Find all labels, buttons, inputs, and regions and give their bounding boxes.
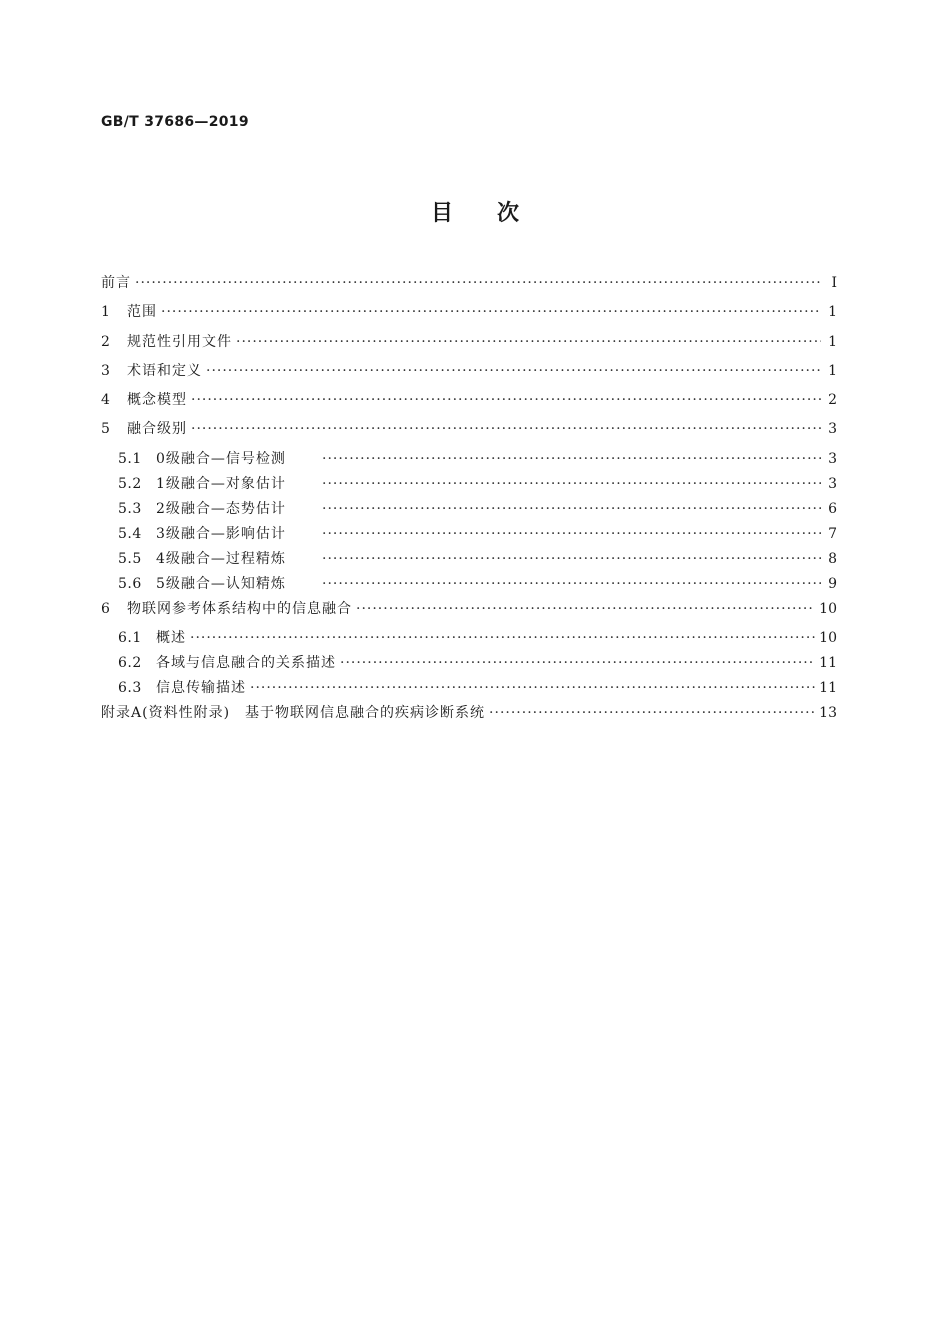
- toc-entry-page: 7: [828, 525, 837, 542]
- toc-entry-number: 5.4: [118, 525, 142, 542]
- toc-entry-page: 10: [819, 630, 837, 647]
- toc-entry-number: 5.1: [118, 450, 142, 467]
- dot-leader: [322, 551, 821, 567]
- dot-leader: [191, 392, 821, 408]
- toc-entry-page: 1: [828, 333, 837, 350]
- toc-entry-number: 6.1: [118, 630, 142, 647]
- dot-leader: [322, 576, 821, 592]
- toc-entry-page: 1: [828, 362, 837, 379]
- toc-entry-5[interactable]: [101, 418, 837, 447]
- toc-entry-number: 6: [101, 600, 111, 617]
- toc-entry-page: 2: [828, 392, 837, 409]
- toc-entry-5-2[interactable]: [101, 473, 837, 498]
- toc-entry-text: 范围: [127, 304, 157, 321]
- toc-entry-number: 5.6: [118, 575, 142, 592]
- dot-leader: [161, 304, 821, 320]
- standard-code: GB/T 37686—2019: [101, 114, 249, 130]
- toc-entry-6[interactable]: [101, 598, 837, 627]
- toc-entry-page: Ⅰ: [831, 275, 837, 291]
- toc-entry-5-3[interactable]: [101, 498, 837, 523]
- toc-entry-text: 信息传输描述: [156, 680, 246, 697]
- toc-entry-5-1[interactable]: [101, 448, 837, 473]
- toc-entry-page: 3: [828, 421, 837, 438]
- table-of-contents: [101, 272, 837, 731]
- toc-entry-text: 0级融合—信号检测: [156, 450, 286, 467]
- toc-entry-page: 9: [828, 575, 837, 592]
- dot-leader: [356, 601, 815, 617]
- toc-entry-number: 6.2: [118, 655, 142, 672]
- toc-entry-text: 3级融合—影响估计: [156, 525, 286, 542]
- toc-entry-1[interactable]: [101, 301, 837, 330]
- toc-entry-number: 6.3: [118, 680, 142, 697]
- toc-entry-6-2[interactable]: [101, 652, 837, 677]
- toc-entry-page: 8: [828, 550, 837, 567]
- toc-entry-6-1[interactable]: [101, 627, 837, 652]
- toc-entry-5-5[interactable]: [101, 548, 837, 573]
- toc-entry-text: 概述: [156, 630, 186, 647]
- toc-entry-number: 5.3: [118, 500, 142, 517]
- toc-entry-page: 3: [828, 475, 837, 492]
- toc-entry-text: 5级融合—认知精炼: [156, 575, 286, 592]
- dot-leader: [236, 334, 821, 350]
- toc-entry-text: 术语和定义: [127, 362, 202, 379]
- toc-entry-page: 3: [828, 450, 837, 467]
- toc-entry-number: 5.5: [118, 550, 142, 567]
- toc-entry-text: 4级融合—过程精炼: [156, 550, 286, 567]
- dot-leader: [135, 275, 821, 291]
- toc-entry-6-3[interactable]: [101, 677, 837, 702]
- toc-entry-number: 4: [101, 392, 111, 409]
- toc-entry-appendix-a[interactable]: [101, 702, 837, 731]
- toc-entry-text: 各域与信息融合的关系描述: [156, 655, 336, 672]
- toc-entry-text: 2级融合—态势估计: [156, 500, 286, 517]
- toc-entry-text: 概念模型: [127, 392, 187, 409]
- dot-leader: [322, 451, 821, 467]
- toc-entry-page: 13: [819, 705, 837, 722]
- toc-entry-text: 前言: [101, 275, 131, 291]
- toc-entry-page: 1: [828, 304, 837, 321]
- dot-leader: [206, 363, 821, 379]
- dot-leader: [250, 680, 815, 696]
- toc-entry-number: 3: [101, 362, 111, 379]
- toc-entry-page: 11: [819, 655, 837, 672]
- toc-entry-2[interactable]: [101, 331, 837, 360]
- toc-entry-page: 10: [819, 600, 837, 617]
- dot-leader: [322, 526, 821, 542]
- toc-entry-text: 1级融合—对象估计: [156, 475, 286, 492]
- toc-entry-text: 附录A(资料性附录) 基于物联网信息融合的疾病诊断系统: [101, 705, 486, 722]
- dot-leader: [322, 476, 821, 492]
- toc-entry-number: 5: [101, 421, 111, 438]
- dot-leader: [191, 421, 821, 437]
- toc-entry-text: 融合级别: [127, 421, 187, 438]
- dot-leader: [322, 501, 821, 517]
- toc-entry-page: 11: [819, 680, 837, 697]
- dot-leader: [340, 655, 815, 671]
- toc-entry-number: 5.2: [118, 475, 142, 492]
- toc-entry-4[interactable]: [101, 389, 837, 418]
- toc-entry-number: 2: [101, 333, 111, 350]
- toc-entry-5-4[interactable]: [101, 523, 837, 548]
- toc-entry-number: 1: [101, 304, 111, 321]
- toc-entry-page: 6: [828, 500, 837, 517]
- toc-entry-text: 规范性引用文件: [127, 333, 232, 350]
- toc-entry-text: 物联网参考体系结构中的信息融合: [127, 600, 352, 617]
- toc-entry-foreword[interactable]: [101, 272, 837, 301]
- dot-leader: [190, 630, 815, 646]
- toc-title: 目次: [430, 201, 563, 226]
- toc-entry-5-6[interactable]: [101, 573, 837, 598]
- dot-leader: [489, 705, 815, 721]
- toc-entry-3[interactable]: [101, 360, 837, 389]
